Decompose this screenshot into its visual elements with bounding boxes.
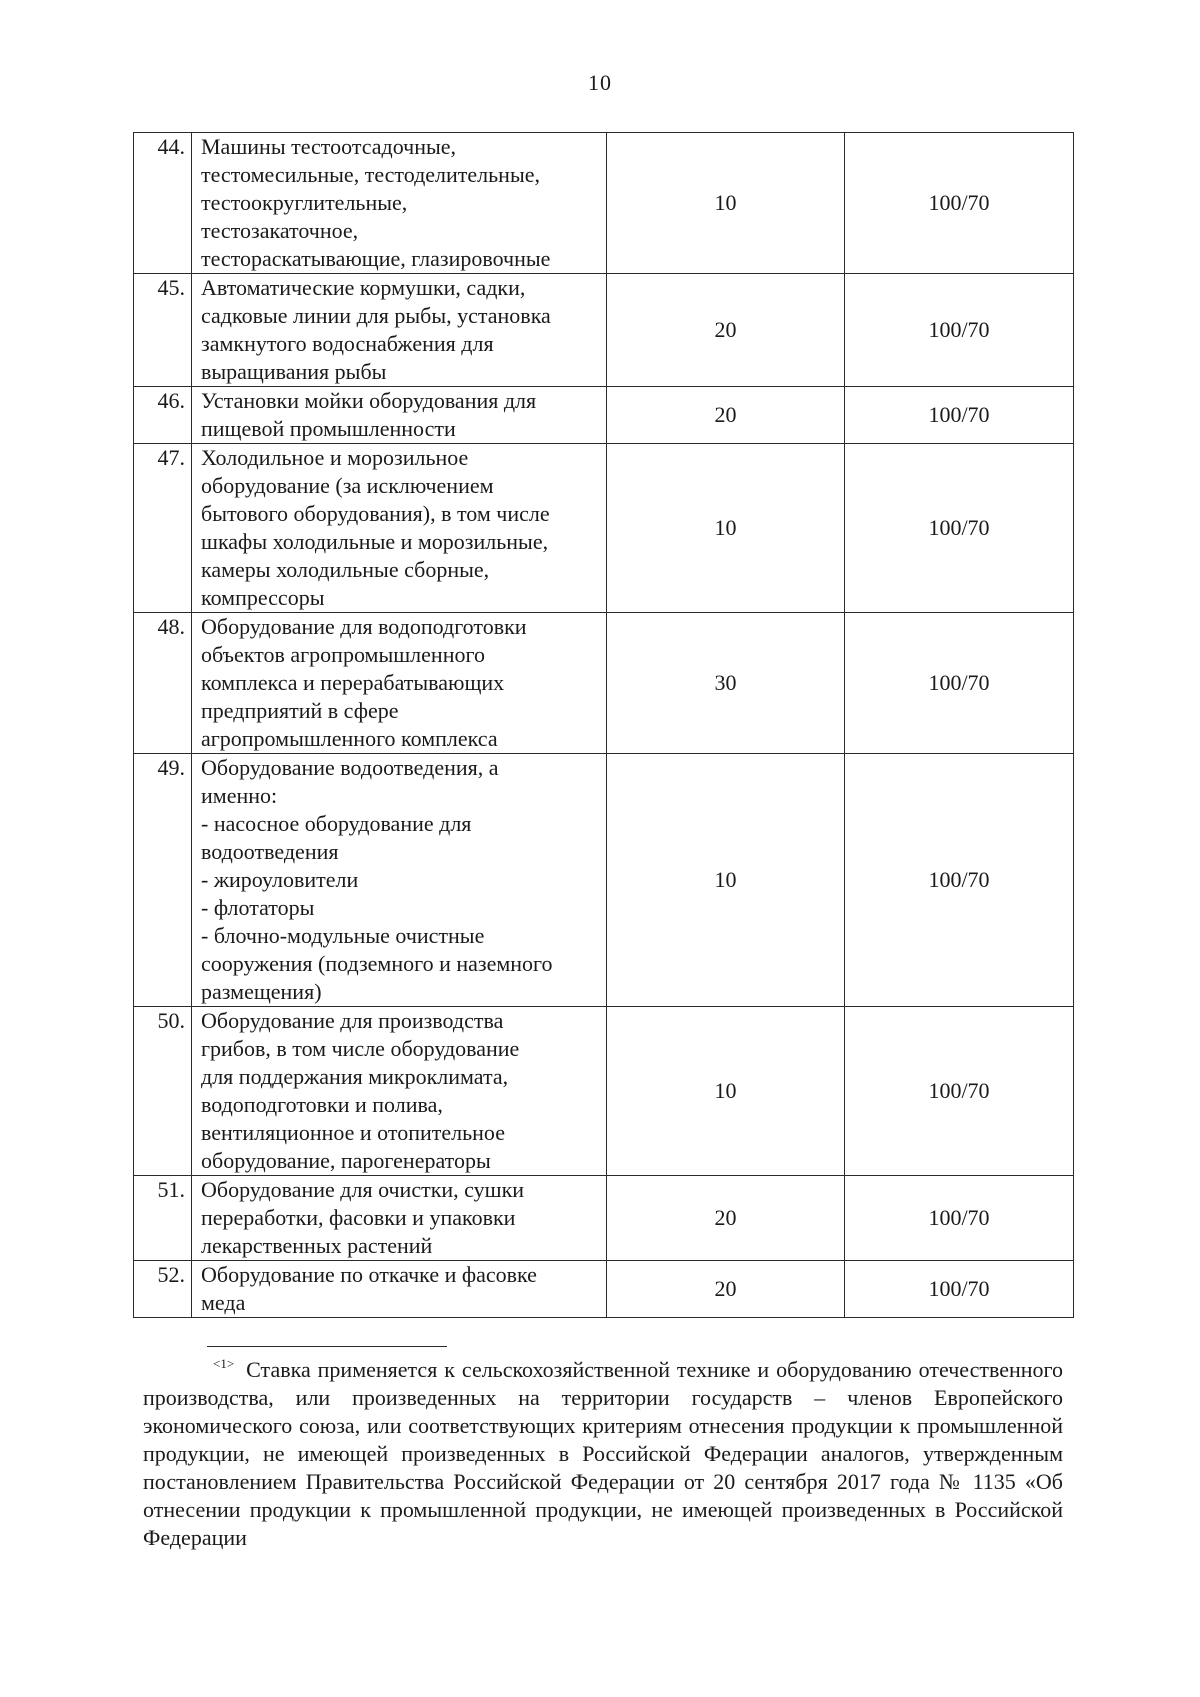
useful-life: 10	[607, 133, 845, 274]
table-row	[134, 274, 1074, 387]
rate-value: 100/70	[845, 133, 1074, 274]
equipment-name: Оборудование для водоподготовки объектов агропромышленного комплекса и перерабатывающих предприятий в сфере агропромышленного комплекса	[192, 613, 607, 754]
equipment-name: Холодильное и морозильное оборудование (за исключением бытового оборудования), в том числе шкафы холодильные и морозильные, камеры холодильные сборные, компрессоры	[192, 444, 607, 613]
rate-value: 100/70	[845, 754, 1074, 1007]
rate-value: 100/70	[845, 387, 1074, 444]
useful-life: 10	[607, 1007, 845, 1176]
equipment-name: Оборудование водоотведения, а именно: - насосное оборудование для водоотведения - жироуловители - флотаторы - блочно-модульные очистные сооружения (подземного и наземного размещения)	[192, 754, 607, 1007]
row-number: 45.	[134, 274, 192, 387]
row-number: 44.	[134, 133, 192, 274]
equipment-name: Установки мойки оборудования для пищевой промышленности	[192, 387, 607, 444]
table-row	[134, 444, 1074, 613]
table-row	[134, 754, 1074, 1007]
footnote	[143, 1350, 1063, 1552]
footnote-divider	[207, 1346, 447, 1347]
rate-value: 100/70	[845, 274, 1074, 387]
row-number: 50.	[134, 1007, 192, 1176]
row-number: 52.	[134, 1261, 192, 1318]
row-number: 51.	[134, 1176, 192, 1261]
row-number: 48.	[134, 613, 192, 754]
table-row	[134, 1261, 1074, 1318]
equipment-name: Оборудование для очистки, сушки переработки, фасовки и упаковки лекарственных растений	[192, 1176, 607, 1261]
equipment-name: Автоматические кормушки, садки, садковые линии для рыбы, установка замкнутого водоснабжения для выращивания рыбы	[192, 274, 607, 387]
useful-life: 20	[607, 1261, 845, 1318]
table-row	[134, 1176, 1074, 1261]
rate-value: 100/70	[845, 613, 1074, 754]
equipment-table	[133, 132, 1074, 1318]
page-number: 10	[588, 70, 612, 95]
rate-value: 100/70	[845, 1261, 1074, 1318]
useful-life: 10	[607, 444, 845, 613]
row-number: 49.	[134, 754, 192, 1007]
table-row	[134, 387, 1074, 444]
rate-value: 100/70	[845, 1007, 1074, 1176]
table-row	[134, 613, 1074, 754]
equipment-name: Машины тестоотсадочные, тестомесильные, тестоделительные, тестоокруглительные, тестозакаточное, тестораскатывающие, глазировочные	[192, 133, 607, 274]
footnote-mark: <1>	[213, 1356, 235, 1371]
useful-life: 20	[607, 274, 845, 387]
table-row	[134, 1007, 1074, 1176]
table-row	[134, 133, 1074, 274]
row-number: 46.	[134, 387, 192, 444]
useful-life: 30	[607, 613, 845, 754]
equipment-table-body	[134, 133, 1074, 1318]
equipment-name: Оборудование по откачке и фасовке меда	[192, 1261, 607, 1318]
rate-value: 100/70	[845, 1176, 1074, 1261]
rate-value: 100/70	[845, 444, 1074, 613]
useful-life: 20	[607, 387, 845, 444]
useful-life: 10	[607, 754, 845, 1007]
useful-life: 20	[607, 1176, 845, 1261]
equipment-name: Оборудование для производства грибов, в том числе оборудование для поддержания микроклимата, водоподготовки и полива, вентиляционное и отопительное оборудование, парогенераторы	[192, 1007, 607, 1176]
footnote-text: Ставка применяется к сельскохозяйственной технике и оборудованию отечественного производства, или произведенных на территории государств – членов Европейского экономического союза, или соответствующих критериям отнесения продукции к промышленной продукции, не имеющей произведенных в Российской Федерации аналогов, утвержденным постановлением Правительства Российской Федерации от 20 сентября 2017 года № 1135 «Об отнесении продукции к промышленной продукции, не имеющей произведенных в Российской Федерации	[143, 1357, 1063, 1550]
row-number: 47.	[134, 444, 192, 613]
